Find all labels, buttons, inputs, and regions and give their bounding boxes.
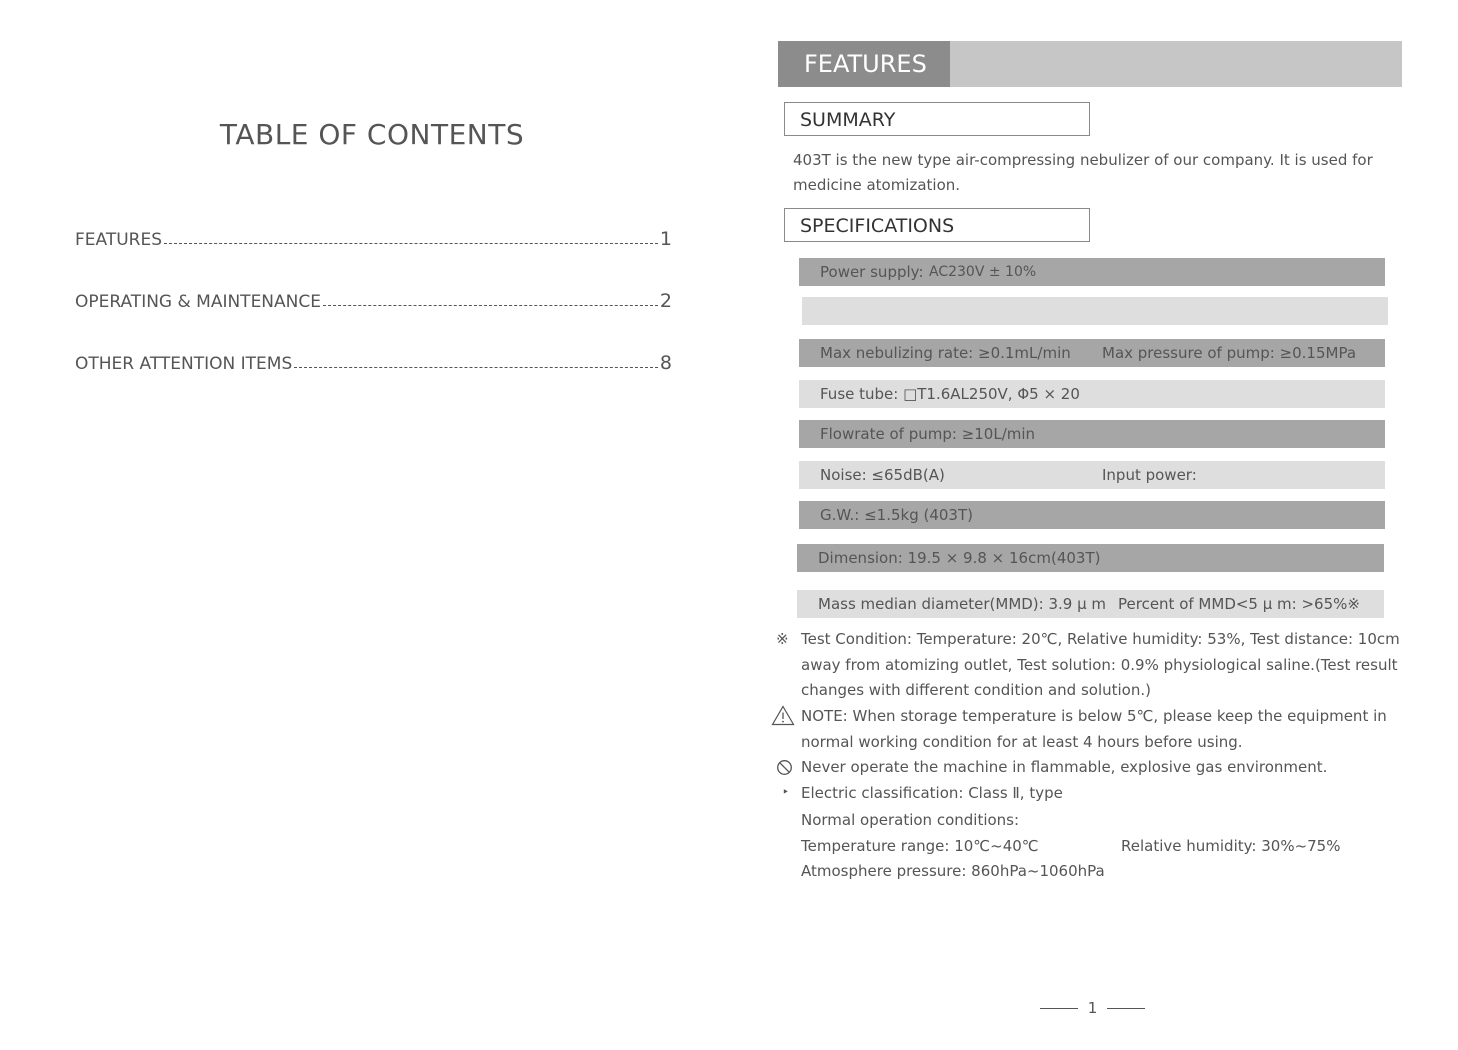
summary-text [793,148,1393,198]
page-number-value: 1 [1087,999,1098,1017]
features-header-bar [778,41,1402,87]
test-condition-line: away from atomizing outlet, Test solution: 0.9% physiological saline.(Test result [801,655,1398,674]
toc-item-label: OPERATING & MAINTENANCE [75,292,321,312]
page-number-rule [1107,1008,1145,1009]
spec-row-flowrate [799,420,1385,448]
toc-item-other-attention-items[interactable] [75,348,672,374]
spec-row-gross-weight [799,501,1385,529]
test-condition-line: Test Condition: Temperature: 20℃, Relative humidity: 53%, Test distance: 10cm [801,630,1400,648]
dimension: Dimension: 19.5 × 9.8 × 16cm(403T) [818,549,1101,567]
toc-item-page: 8 [659,352,672,374]
relative-humidity: Relative humidity: 30%~75% [1121,836,1341,855]
reference-mark-icon: ※ [776,630,789,648]
warning-triangle-icon [771,705,795,726]
storage-note-line: normal working condition for at least 4 hours before using. [801,732,1243,751]
temperature-range: Temperature range: 10℃~40℃ [801,836,1039,855]
features-header-label: FEATURES [778,41,950,87]
noise: Noise: ≤65dB(A) [820,466,945,484]
toc-leader-dots [164,243,658,244]
specifications-heading: SPECIFICATIONS [784,208,1090,242]
max-nebulizing-rate: Max nebulizing rate: ≥0.1mL/min [820,344,1071,362]
spec-row-dimension [797,544,1384,572]
fuse-tube: Fuse tube: □T1.6AL250V, Φ5 × 20 [820,385,1080,403]
spec-row-noise [799,461,1385,489]
atmosphere-pressure: Atmosphere pressure: 860hPa~1060hPa [801,862,1105,880]
toc-leader-dots [294,367,658,368]
flammable-warning-line: Never operate the machine in flammable, explosive gas environment. [801,758,1328,776]
input-power: Input power: [1102,466,1197,484]
bullet-icon: ‣ [782,785,790,799]
spec-row-rates [799,339,1385,367]
mass-median-diameter: Mass median diameter(MMD): 3.9 μ m [818,595,1107,613]
pump-flowrate: Flowrate of pump: ≥10L/min [820,425,1036,443]
test-condition-line: changes with different condition and solution.) [801,681,1151,699]
summary-line: medicine atomization. [793,176,961,194]
toc-item-label: OTHER ATTENTION ITEMS [75,354,293,374]
spec-row-fuse-tube [799,380,1385,408]
toc-item-operating-maintenance[interactable] [75,286,672,312]
summary-heading: SUMMARY [784,102,1090,136]
toc-title: TABLE OF CONTENTS [219,118,525,151]
gross-weight: G.W.: ≤1.5kg (403T) [820,506,973,524]
spec-row-mmd [797,590,1384,618]
spec-row-power-supply [799,258,1385,286]
normal-conditions-heading: Normal operation conditions: [801,811,1020,829]
toc-item-features[interactable] [75,224,672,250]
prohibited-icon [776,759,793,776]
electric-classification: Electric classification: Class Ⅱ, type [801,783,1063,802]
toc-item-page: 1 [659,228,672,250]
storage-note-line: NOTE: When storage temperature is below 5℃, please keep the equipment in [801,707,1387,725]
percent-mmd: Percent of MMD<5 μ m: >65%※ [1118,595,1360,613]
toc-leader-dots [323,305,658,306]
toc-item-page: 2 [659,290,672,312]
max-pump-pressure: Max pressure of pump: ≥0.15MPa [1102,344,1357,362]
power-supply-label: Power supply: [820,263,924,281]
page-number [1040,998,1145,1020]
power-supply-value: AC230V ± 10% [929,264,1037,280]
spec-row-empty [802,297,1388,325]
toc-item-label: FEATURES [75,230,163,250]
summary-line: 403T is the new type air-compressing nebulizer of our company. It is used for [793,151,1373,169]
